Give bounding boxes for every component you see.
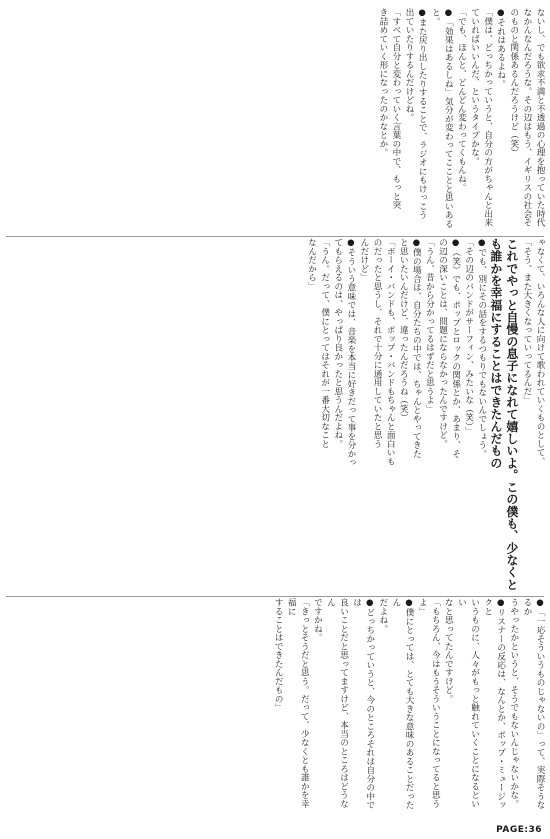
paragraph: 「きっとそうだと思う。だって、少なくとも誰かを幸福に xyxy=(286,598,310,808)
paragraph: てもらえるのは、やっぱり良かったと思うんだよね。 xyxy=(332,238,343,448)
paragraph: することはできたんだもの」 xyxy=(273,598,284,712)
paragraph: のだったと思うし、それで十分に通用していたと思う xyxy=(372,238,383,448)
paragraph: 良いことだと思ってますけど、本当のところはどうなん xyxy=(325,598,349,808)
paragraph: ●そういう意味では、音楽を本当に好きだって事を分かっ xyxy=(345,238,356,467)
paragraph: いうものに、人々がもっと触れていくことになるといい xyxy=(456,598,480,808)
text-column-middle xyxy=(4,238,546,594)
paragraph: のものと関係あるんだろうけど（笑） xyxy=(508,8,519,157)
paragraph: 「すべて自分と変わっていく言葉の中で、もっと突 xyxy=(390,8,401,210)
paragraph: うやったかというと、そうでもないんじゃないかな。 xyxy=(508,598,519,808)
text-column-bottom xyxy=(4,598,546,816)
paragraph: ●それはあるよね。 xyxy=(495,8,506,89)
paragraph: 出ていたりするんだけどね。 xyxy=(404,8,415,122)
paragraph: の辺の深いことは、問題にならなかったんですけど。 xyxy=(437,238,448,448)
text-tier-middle xyxy=(4,238,546,594)
page-number: PAGE:36 xyxy=(496,825,542,835)
paragraph: ●僕の場合は、自分たちの中では、ちゃんとやってきた xyxy=(411,238,422,459)
paragraph: なんだから」 xyxy=(306,238,317,291)
paragraph: 「うん。だって、僕にとってはそれが一番大切なこと xyxy=(319,238,330,448)
paragraph: ●でも、別にその話をするつもりでもないんでしょう。 xyxy=(476,238,487,459)
paragraph: 「でも、ほんと、どんどん変わってくもんね。 xyxy=(456,8,467,192)
text-tier-bottom xyxy=(4,598,546,816)
tier-divider xyxy=(6,236,544,237)
paragraph: ●僕にとっては、とても大きな意味のあることだったん xyxy=(390,598,415,810)
paragraph: ゃなくて、いろんな人に向けて歌われていくものとして、 xyxy=(535,238,545,466)
paragraph: ●また戻り出したりすることで、ラジオにもけっこう xyxy=(417,8,428,220)
paragraph: ていればいいんだ、というタイプかな。 xyxy=(469,8,480,166)
tier-divider xyxy=(6,596,544,597)
paragraph: なかんなんだろうな。その辺はもう、イギリスの社会そ xyxy=(521,8,532,227)
paragraph: 「その辺のバンドがサーフィン、みたいな（笑）」 xyxy=(463,238,474,435)
paragraph: 「ボーイ・バンドも、ポップ・バンドもちゃんと面白いも xyxy=(385,238,396,466)
paragraph: 「僕は、どっちかっていうと、自分の方がちゃんと出来 xyxy=(482,8,493,227)
paragraph: 「うん、昔から分かってるはずだと思うよ」 xyxy=(424,238,435,413)
paragraph: 「もちろん、今はもうそういうことになってると思うよ」 xyxy=(417,598,441,808)
paragraph: き詰めていく形になったのかなとか。 xyxy=(377,8,388,157)
paragraph: ●（笑）でも、ポップとロックの関係とか、あまり、そ xyxy=(450,238,461,459)
text-column-top xyxy=(4,8,546,236)
paragraph: 「そう、また大きくなっていってるんだ」 xyxy=(521,238,532,405)
paragraph: ●「一応そういうものじゃないの」って、実際そうなるか xyxy=(521,598,545,810)
paragraph: ないし、でも欲求不満と不透過の心理を抱っていた時代 xyxy=(535,8,545,227)
paragraph: だよね。 xyxy=(377,598,388,633)
paragraph: んだけど」 xyxy=(358,238,369,282)
paragraph: なと思ってたんですけど。 xyxy=(443,598,454,703)
paragraph: ●どっちかっていうと、今のところそれは自分の中では xyxy=(351,598,375,810)
paragraph: ●リスナーの反応は、なんとか、ポップ・ミュージックと xyxy=(482,598,506,810)
paragraph: ですかね。 xyxy=(312,598,323,642)
paragraph: ●「効果はあるしね」気分が変わってこことと思いあると。 xyxy=(430,8,454,229)
text-tier-top xyxy=(4,8,546,236)
pull-quote-headline: これでやっと自慢の息子になれて嬉しいよ。この僕も、少なくとも誰かを幸福にすることはできたんだもの xyxy=(488,238,519,591)
paragraph: と思いたいんだけど、違ったんだろうね（笑） xyxy=(398,238,409,422)
